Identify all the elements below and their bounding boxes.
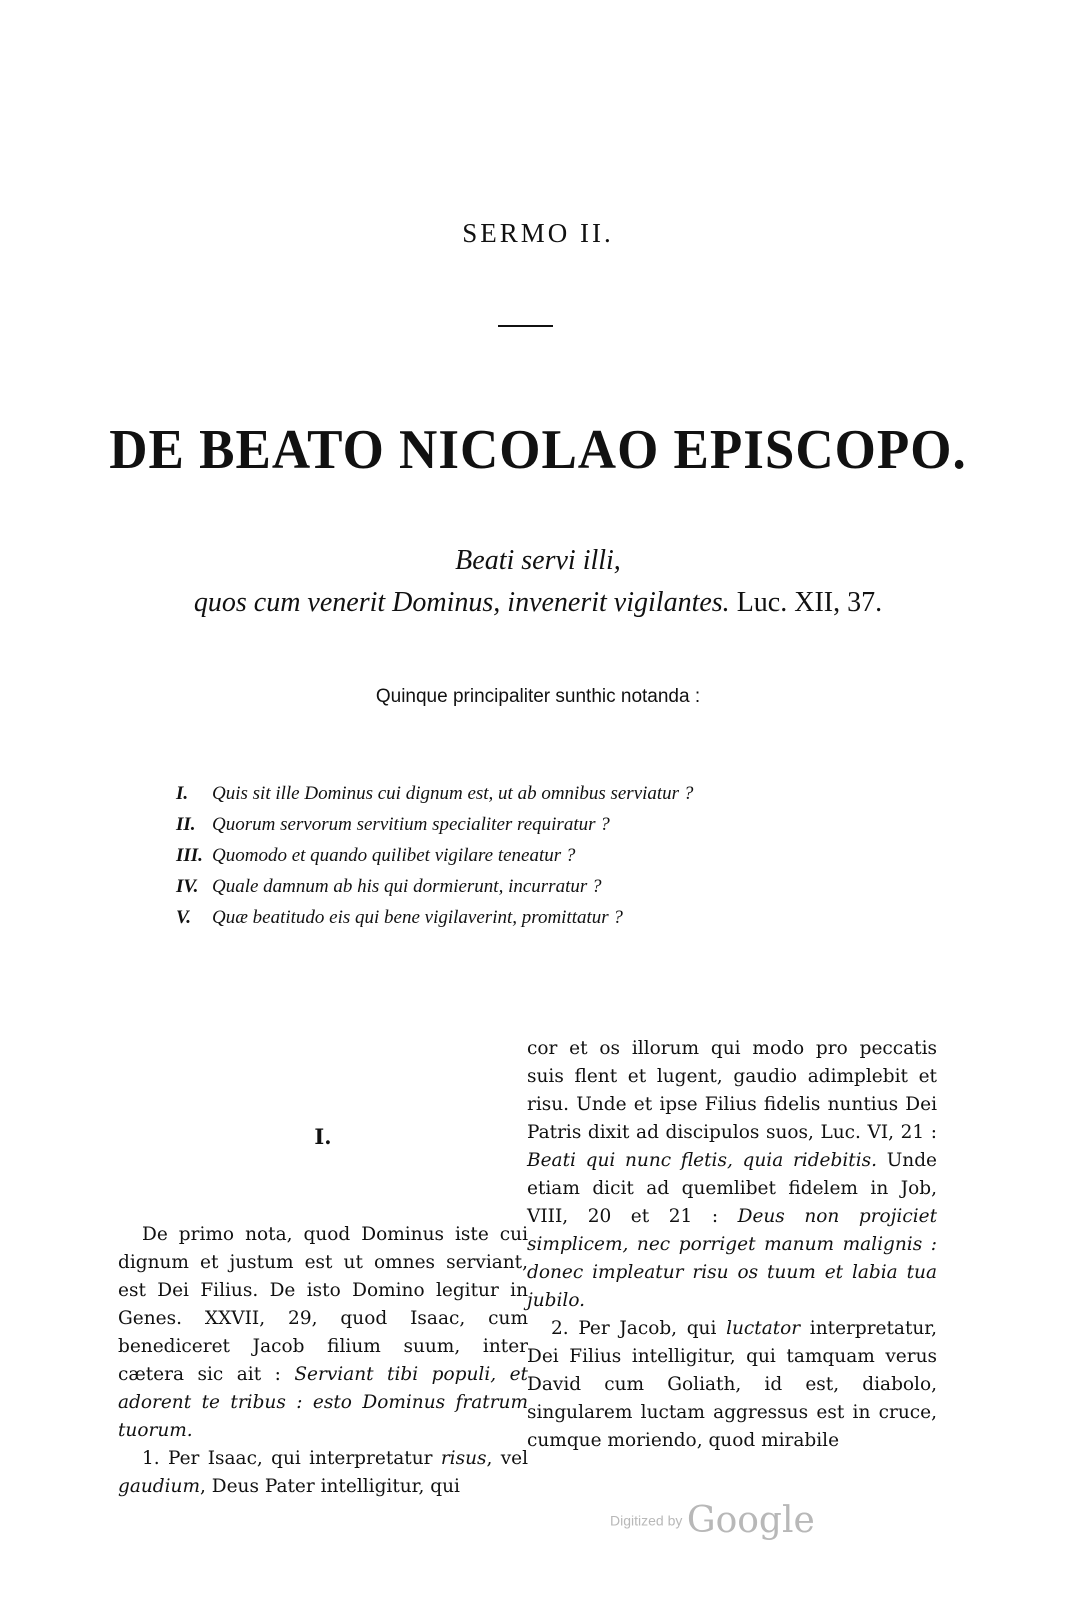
paragraph-text: , Deus Pater intelligitur, qui — [200, 1476, 460, 1497]
question-item — [176, 902, 896, 933]
question-item — [176, 778, 896, 809]
page-title: DE BEATO NICOLAO EPISCOPO. — [109, 419, 967, 481]
epigraph-line-1: Beati servi illi, — [455, 545, 621, 576]
emphasis-word: risus — [440, 1448, 487, 1469]
paragraph-text: 2. Per Jacob, qui — [551, 1318, 727, 1339]
left-column — [118, 1035, 528, 1501]
question-item — [176, 871, 896, 902]
epigraph-reference: Luc. XII, 37. — [736, 587, 883, 618]
question-number: III. — [176, 845, 203, 866]
epigraph — [0, 540, 1076, 624]
question-item — [176, 840, 896, 871]
paragraph — [527, 1315, 937, 1455]
epigraph-line-2: quos cum venerit Dominus, invenerit vigilantes. — [193, 587, 730, 618]
question-text: Quorum servorum servitium specialiter requiratur ? — [212, 814, 610, 835]
question-text: Quæ beatitudo eis qui bene vigilaverint, promittatur ? — [212, 907, 623, 928]
paragraph-text: 1. Per Isaac, qui interpretatur — [142, 1448, 441, 1469]
question-item — [176, 809, 896, 840]
emphasis-word: luctator — [726, 1318, 801, 1339]
paragraph — [527, 1035, 937, 1315]
watermark-small-text: Digitized by — [610, 1512, 683, 1529]
paragraph-text: , vel — [486, 1448, 529, 1469]
question-text: Quale damnum ab his qui dormierunt, incurratur ? — [212, 876, 602, 897]
paragraph — [118, 1221, 528, 1445]
title-rule — [498, 325, 553, 327]
question-list — [176, 778, 896, 933]
sermon-label: SERMO II. — [462, 218, 614, 248]
paragraph — [118, 1445, 528, 1501]
emphasis-word: gaudium — [118, 1476, 201, 1497]
question-text: Quomodo et quando quilibet vigilare teneatur ? — [212, 845, 576, 866]
scripture-quote: Deus non projiciet simplicem, nec porriget manum malignis : donec impleatur risu os tuum et labia tua jubilo. — [527, 1206, 937, 1311]
paragraph-text: Unde etiam dicit ad quemlibet fidelem in Job, VIII, 20 et 21 : — [527, 1150, 938, 1227]
paragraph-text: cor et os illorum qui modo pro peccatis suis flent et lugent, gaudio adimplebit et risu. Unde et ipse Filius fidelis nuntius Dei Patris dixit ad discipulos suos, Luc. VI, 21 : — [527, 1038, 937, 1143]
question-number: II. — [176, 814, 196, 835]
scripture-quote: Beati qui nunc fletis, quia ridebitis. — [527, 1150, 877, 1171]
intro-line: Quinque principaliter sunthic notanda : — [375, 686, 701, 707]
paragraph-text: interpretatur, Dei Filius intelligitur, qui tamquam verus David cum Goliath, id est, diabolo, singularem luctam aggressus est in cruce, cumque moriendo, quod mirabile — [527, 1318, 937, 1451]
digitized-watermark — [610, 1500, 870, 1541]
google-logo: Google — [686, 1500, 815, 1541]
question-number: I. — [176, 783, 189, 804]
paragraph-text: De primo nota, quod Dominus iste cui dignum et justum est ut omnes serviant, est Dei Filius. De isto Domino legitur in Genes. XXVII, 29, quod Isaac, cum benediceret Jacob filium suum, inter cætera sic ait : — [118, 1224, 528, 1385]
section-number: I. — [314, 1124, 332, 1149]
right-column — [527, 1035, 937, 1455]
question-text: Quis sit ille Dominus cui dignum est, ut ab omnibus serviatur ? — [212, 783, 694, 804]
scripture-quote: Serviant tibi populi, et adorent te tribus : esto Dominus fratrum tuorum. — [118, 1364, 528, 1441]
question-number: V. — [176, 907, 191, 928]
question-number: IV. — [176, 876, 199, 897]
